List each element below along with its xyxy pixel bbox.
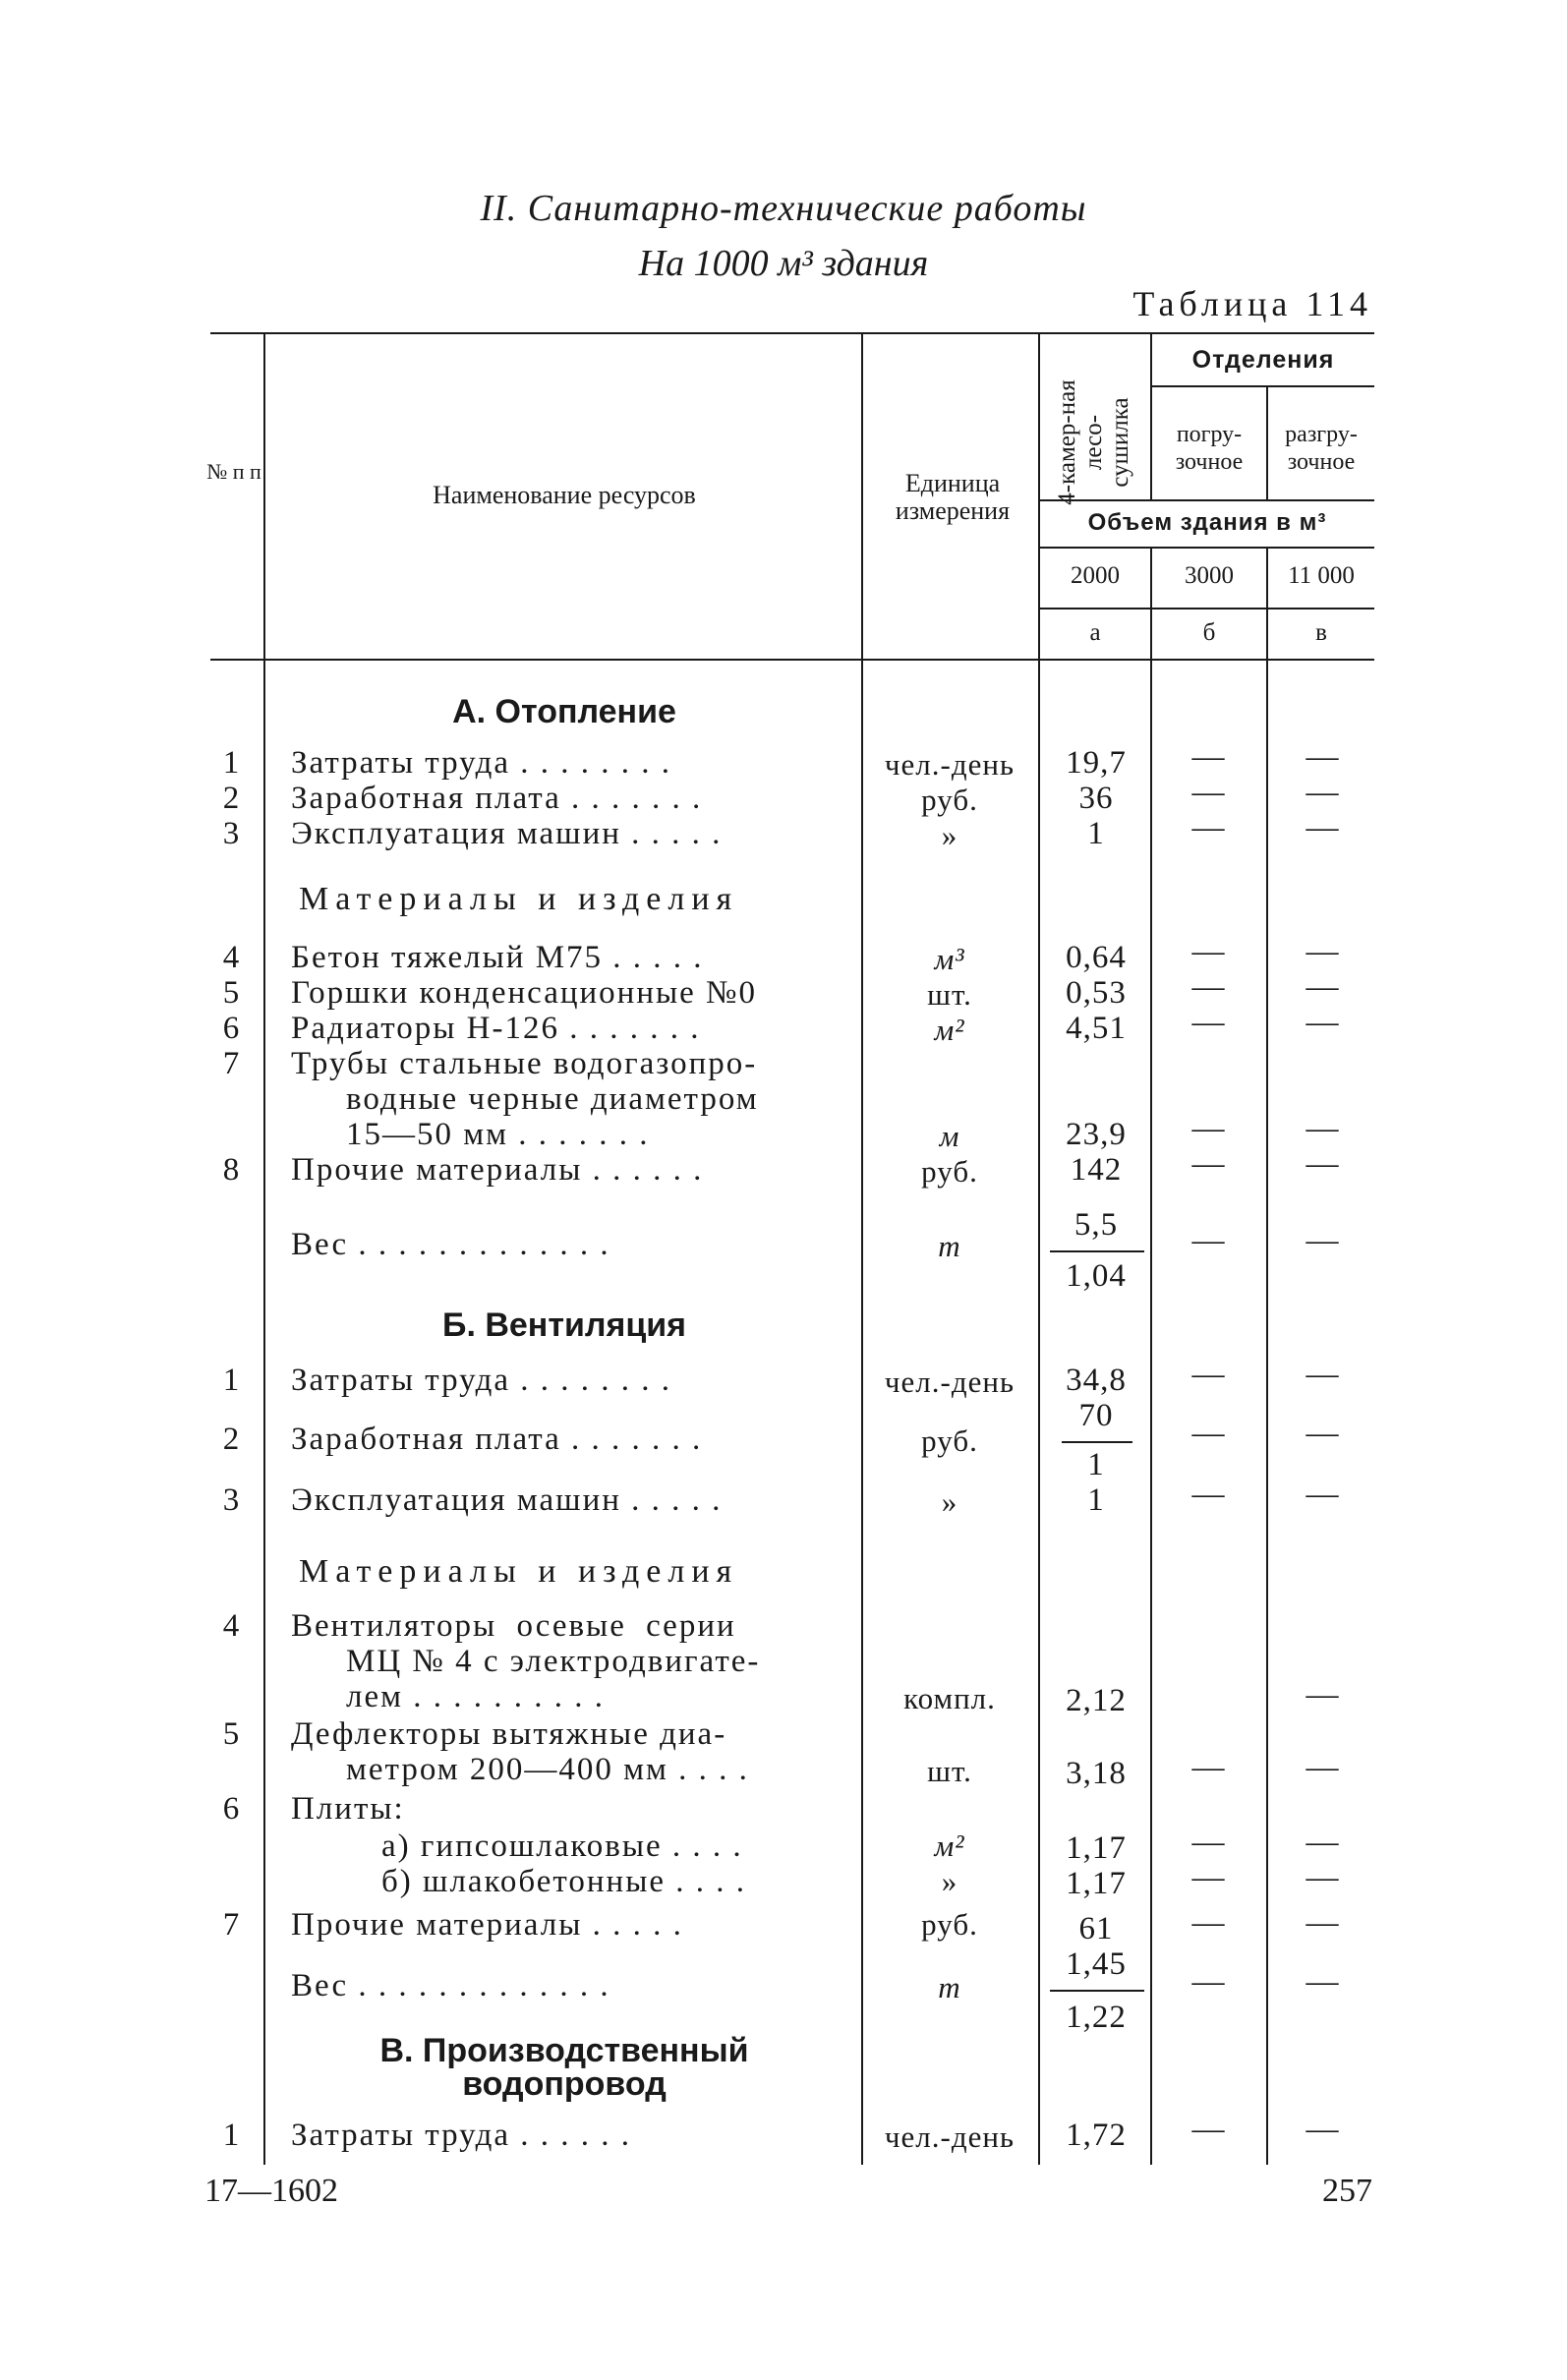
row-num: 2 <box>222 781 240 816</box>
row-value-a: 1,72 <box>1066 2118 1127 2153</box>
weight-top: 5,5 <box>1074 1207 1119 1243</box>
row-value-c: — <box>1306 1223 1339 1258</box>
row-value-b: — <box>1191 1750 1225 1785</box>
row-value-a: 1 <box>1087 816 1105 851</box>
row-unit: м <box>939 1119 960 1153</box>
row-name-cont: 15—50 мм . . . . . . . <box>346 1117 650 1152</box>
weight-top: 1,45 <box>1066 1946 1127 1982</box>
row-value-a: 142 <box>1070 1152 1123 1188</box>
row-value-c: — <box>1306 934 1339 969</box>
row-unit: шт. <box>927 977 972 1012</box>
row-value-b: — <box>1191 934 1225 969</box>
row-value-b: — <box>1191 810 1225 845</box>
row-value-b: — <box>1191 1905 1225 1941</box>
row-value-a: 61 <box>1078 1911 1114 1946</box>
volume-bottom-rule <box>1038 547 1374 549</box>
header-vol-b: 3000 <box>1185 562 1234 589</box>
table-top-rule <box>210 332 1374 334</box>
row-value-b: — <box>1191 2112 1225 2147</box>
row-unit: шт. <box>927 1754 972 1788</box>
header-let-b: б <box>1202 619 1216 646</box>
departments-rule <box>1150 385 1374 387</box>
row-value-a: 3,18 <box>1066 1756 1127 1791</box>
fraction-line <box>1062 1441 1132 1443</box>
row-num: 4 <box>222 940 240 975</box>
header-departments: Отделения <box>1191 346 1335 374</box>
row-value-b: — <box>1191 1005 1225 1040</box>
row-num: 8 <box>222 1152 240 1188</box>
numbers-rule <box>1038 608 1374 610</box>
row-name-cont: МЦ № 4 с электродвигате- <box>346 1644 761 1679</box>
row-value-b: — <box>1191 739 1225 775</box>
row-num: 7 <box>222 1046 240 1081</box>
row-unit: м² <box>934 1013 965 1047</box>
row-value-c: — <box>1306 739 1339 775</box>
row-value-c: — <box>1306 1860 1339 1895</box>
row-unit: чел.-день <box>884 1364 1016 1399</box>
page-subtitle: На 1000 м³ здания <box>638 243 929 284</box>
row-value-a: 1,17 <box>1066 1830 1127 1866</box>
header-let-a: а <box>1089 619 1101 646</box>
row-num: 6 <box>222 1791 240 1827</box>
row-name-cont: водные черные диаметром <box>346 1081 759 1117</box>
weight-unit: т <box>938 1970 961 2004</box>
row-num: 7 <box>222 1907 240 1943</box>
row-name: а) гипсошлаковые . . . . <box>381 1829 743 1864</box>
row-value-b: — <box>1191 1477 1225 1512</box>
row-name: Прочие материалы . . . . . <box>291 1907 683 1943</box>
row-name: Вентиляторы осевые серии <box>291 1608 736 1644</box>
row-num: 6 <box>222 1011 240 1046</box>
row-value-b: — <box>1191 969 1225 1005</box>
row-value-a: 1,17 <box>1066 1866 1127 1901</box>
row-num: 5 <box>222 975 240 1011</box>
row-name: Трубы стальные водогазопро- <box>291 1046 758 1081</box>
row-num: 2 <box>222 1422 240 1457</box>
row-value-b: — <box>1191 1357 1225 1392</box>
row-num: 1 <box>222 2118 240 2153</box>
header-volume: Объем здания в м³ <box>1087 509 1327 536</box>
weight-label: Вес . . . . . . . . . . . . . <box>291 1968 610 2003</box>
row-num: 3 <box>222 816 240 851</box>
row-name: б) шлакобетонные . . . . <box>381 1864 747 1899</box>
header-name: Наименование ресурсов <box>433 481 696 509</box>
col-rule-num <box>263 334 265 2165</box>
header-dryer: 4-камер-ная лесо-сушилка <box>1054 379 1133 505</box>
row-value-b: — <box>1191 1825 1225 1860</box>
row-unit: руб. <box>921 1154 978 1189</box>
row-name-cont: метром 200—400 мм . . . . <box>346 1752 749 1787</box>
row-value-c: — <box>1306 1750 1339 1785</box>
row-value-b: — <box>1191 1860 1225 1895</box>
materials-subtitle: Материалы и изделия <box>299 881 739 917</box>
row-value-b: — <box>1191 1146 1225 1182</box>
row-value-a: 19,7 <box>1066 745 1127 781</box>
page-title: II. Санитарно-технические работы <box>480 188 1087 229</box>
header-unit: Единица измерения <box>895 469 1011 525</box>
row-name-cont: лем . . . . . . . . . . <box>346 1679 605 1714</box>
row-name: Затраты труда . . . . . . <box>291 2118 632 2153</box>
row-value-a: 34,8 <box>1066 1363 1127 1398</box>
row-value-b: — <box>1191 775 1225 810</box>
row-unit: чел.-день <box>884 747 1016 782</box>
row-name: Затраты труда . . . . . . . . <box>291 1363 672 1398</box>
row-name: Дефлекторы вытяжные диа- <box>291 1716 727 1752</box>
row-value-a: 0,64 <box>1066 940 1127 975</box>
weight-bottom: 1,22 <box>1066 2000 1127 2035</box>
row-name: Плиты: <box>291 1791 405 1827</box>
row-name: Прочие материалы . . . . . . <box>291 1152 704 1188</box>
page-number: 257 <box>1322 2173 1372 2209</box>
row-name: Горшки конденсационные №0 <box>291 975 758 1011</box>
row-value-top: 70 <box>1078 1398 1114 1433</box>
materials-subtitle: Материалы и изделия <box>299 1553 739 1590</box>
header-vol-a: 2000 <box>1071 562 1120 589</box>
row-value-c: — <box>1306 1111 1339 1146</box>
fraction-line <box>1050 1990 1144 1992</box>
row-value-c: — <box>1306 2112 1339 2147</box>
row-value-b: — <box>1191 1223 1225 1258</box>
row-unit: чел.-день <box>884 2119 1016 2154</box>
row-value-c: — <box>1306 1005 1339 1040</box>
row-num: 5 <box>222 1716 240 1752</box>
header-num: № п п <box>206 459 261 484</box>
row-value-c: — <box>1306 1477 1339 1512</box>
row-value-c: — <box>1306 1964 1339 2000</box>
row-unit: руб. <box>921 783 978 817</box>
section-title-a: А. Отопление <box>452 693 676 730</box>
row-value-c: — <box>1306 1825 1339 1860</box>
row-name: Радиаторы Н-126 . . . . . . . <box>291 1011 701 1046</box>
header-bottom-rule <box>210 659 1374 661</box>
row-num: 1 <box>222 745 240 781</box>
row-value-c: — <box>1306 969 1339 1005</box>
weight-label: Вес . . . . . . . . . . . . . <box>291 1227 610 1262</box>
row-value-a: 1 <box>1087 1482 1105 1518</box>
row-num: 1 <box>222 1363 240 1398</box>
row-unit: руб. <box>921 1907 978 1942</box>
row-unit: » <box>941 1864 958 1898</box>
row-value-c: — <box>1306 775 1339 810</box>
row-name: Эксплуатация машин . . . . . <box>291 816 723 851</box>
row-value-c: — <box>1306 1677 1339 1712</box>
row-value-c: — <box>1306 1905 1339 1941</box>
row-value-a: 4,51 <box>1066 1011 1127 1046</box>
section-title-c: В. Производственный <box>379 2032 749 2069</box>
row-value-a: 23,9 <box>1066 1117 1127 1152</box>
row-unit: компл. <box>903 1681 996 1715</box>
row-value-b: — <box>1191 1416 1225 1451</box>
table-label: Таблица 114 <box>1132 284 1372 323</box>
row-name: Заработная плата . . . . . . . <box>291 1422 703 1457</box>
row-num: 3 <box>222 1482 240 1518</box>
row-unit: м³ <box>934 942 965 976</box>
row-value-c: — <box>1306 810 1339 845</box>
row-value-a: 2,12 <box>1066 1683 1127 1718</box>
row-value-c: — <box>1306 1146 1339 1182</box>
section-title-b: Б. Вентиляция <box>442 1306 686 1344</box>
weight-bottom: 1,04 <box>1066 1258 1127 1294</box>
row-value-b: — <box>1191 1964 1225 2000</box>
row-value-c: — <box>1306 1357 1339 1392</box>
weight-unit: т <box>938 1229 961 1263</box>
row-name: Заработная плата . . . . . . . <box>291 781 703 816</box>
row-unit: руб. <box>921 1423 978 1458</box>
row-value-a: 36 <box>1078 781 1114 816</box>
fraction-line <box>1050 1250 1144 1252</box>
section-title-c-cont: водопровод <box>462 2065 667 2103</box>
header-loading: погру-зочное <box>1175 422 1244 475</box>
header-vol-c: 11 000 <box>1288 562 1355 589</box>
header-unloading: разгру-зочное <box>1285 422 1358 475</box>
row-num: 4 <box>222 1608 240 1644</box>
row-unit: » <box>941 818 958 852</box>
row-name: Эксплуатация машин . . . . . <box>291 1482 723 1518</box>
footer-code: 17—1602 <box>204 2173 338 2209</box>
row-unit: м² <box>934 1829 965 1863</box>
row-value-a: 0,53 <box>1066 975 1127 1011</box>
row-value-c: — <box>1306 1416 1339 1451</box>
header-let-c: в <box>1315 619 1327 646</box>
row-name: Бетон тяжелый М75 . . . . . <box>291 940 704 975</box>
row-value-b: — <box>1191 1111 1225 1146</box>
row-name: Затраты труда . . . . . . . . <box>291 745 672 781</box>
row-value-bottom: 1 <box>1087 1447 1105 1482</box>
row-unit: » <box>941 1484 958 1519</box>
